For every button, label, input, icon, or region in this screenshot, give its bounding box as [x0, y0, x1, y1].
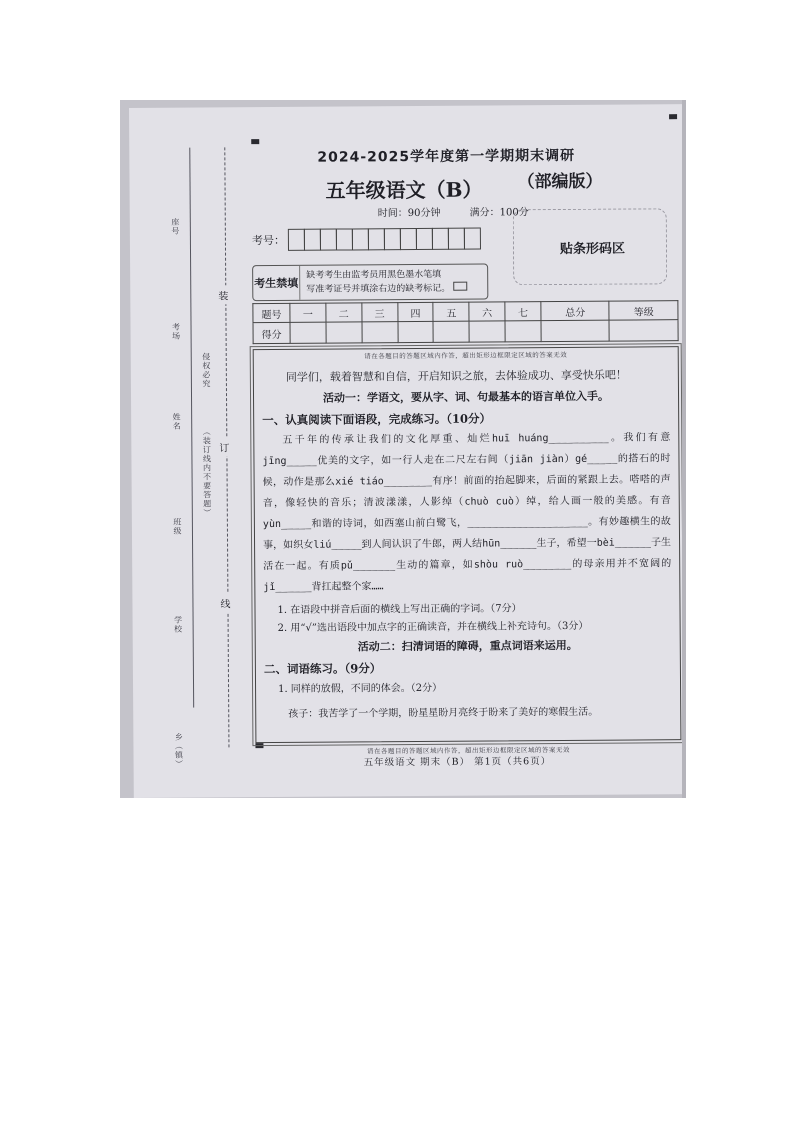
- privacy-note: 侵权必究: [201, 352, 211, 389]
- forbidden-label: 考生禁填: [254, 276, 299, 291]
- question-3: 1. 同样的放假，不同的体会。（2分）: [278, 682, 443, 695]
- name-line: [189, 148, 194, 708]
- activity-one: 活动一：学语文，要从字、词、句最基本的语言单位入手。: [322, 389, 610, 405]
- child-quote: 孩子：我苦学了一个学期，盼星星盼月亮终于盼来了美好的寒假生活。: [288, 706, 599, 720]
- score-header-row: 题号 一 二 三 四 五 六 七 总分 等级: [253, 301, 678, 323]
- field-class: 班级: [172, 517, 182, 536]
- full-score: 满分：100分: [469, 207, 529, 219]
- scanned-photo: [120, 100, 686, 798]
- bind-char-xian: 线: [220, 593, 230, 612]
- score-table: [252, 300, 678, 344]
- field-seat: 座号: [170, 217, 180, 236]
- registration-mark: [251, 139, 259, 144]
- exam-edition: （部编版）: [517, 171, 603, 193]
- exam-number-row: [252, 228, 481, 252]
- field-room: 考场: [171, 322, 181, 341]
- forbidden-line-1: 缺考考生由监考员用黑色墨水笔填: [306, 269, 442, 281]
- reading-passage: 五千年的传承让我们的文化厚重、灿烂huī huáng__________。我们有意jīng_____优美的文字，如一行人走在二尺左右间（jiān jiàn）gé_____的搭石的时候，动作是那么xié tiáo________有序！前面的抬起脚来，后面的紧跟上去。嗒嗒的声音，像轻快的音乐；清波漾漾，人影绰（chuò cuò）绰，给人画一般的美感。有音yùn_____和谐的诗词，如西塞山前白鹭飞，____________________。有妙趣横生的故事，如织女liú_____到人间认识了牛郎，两人结hūn______生子，希望一bèi______子生活在一起。有质pǔ_______生动的篇章，如shòu ruò________的母亲用并不宽阔的jǐ______背扛起整个家……: [262, 432, 672, 594]
- field-name: 姓名: [172, 412, 182, 431]
- forbidden-text: [299, 265, 467, 300]
- exam-title: 2024-2025学年度第一学期期末调研: [317, 147, 576, 166]
- forbidden-box: [252, 263, 488, 301]
- exam-number-boxes[interactable]: [289, 228, 481, 251]
- forbidden-line-2: 写准考证号并填涂右边的缺考标记。: [306, 281, 467, 296]
- bind-char-ding: 订: [219, 437, 229, 456]
- page-footer: 五年级语文 期末（B） 第1页（共6页）: [363, 756, 552, 769]
- question-1: 1. 在语段中拼音后面的横线上写出正确的字词。（7分）: [277, 603, 522, 616]
- barcode-label: 贴条形码区: [559, 241, 626, 257]
- exam-subtitle: 五年级语文（B）: [325, 177, 483, 203]
- barcode-area: [513, 208, 668, 285]
- answer-note-top: 请在各题目的答题区域内作答，超出矩形边框限定区域的答案无效: [364, 350, 568, 361]
- field-school: 学校: [173, 615, 183, 634]
- score-value-row: 得分: [253, 320, 678, 344]
- section-two-heading: 二、词语练习。（9分）: [263, 661, 382, 677]
- time-limit: 时间：90分钟: [377, 207, 441, 220]
- registration-mark: [669, 114, 677, 119]
- section-one-heading: 一、认真阅读下面语段，完成练习。（10分）: [262, 411, 491, 428]
- intro-text: 同学们，载着智慧和自信，开启知识之旅，去体验成功、享受快乐吧！: [285, 368, 627, 384]
- answer-note-bottom: 请在各题目的答题区域内作答，超出矩形边框限定区域的答案无效: [366, 745, 571, 756]
- exam-number-label: 考号：: [251, 233, 285, 248]
- next-page-edge: [682, 100, 686, 798]
- bind-char-zhuang: 装: [218, 285, 228, 304]
- activity-two: 活动二：扫清词语的障碍，重点词语来运用。: [357, 638, 578, 654]
- absent-mark-box[interactable]: [453, 281, 467, 290]
- exam-sheet: [129, 104, 686, 798]
- answer-area: [253, 346, 682, 756]
- question-2: 2. 用“√”选出语段中加点字的正确读音，并在横线上补充诗句。（3分）: [277, 620, 589, 634]
- binding-warning: （装订线内不要答题）: [202, 427, 212, 518]
- field-town: 乡（镇）: [174, 732, 184, 769]
